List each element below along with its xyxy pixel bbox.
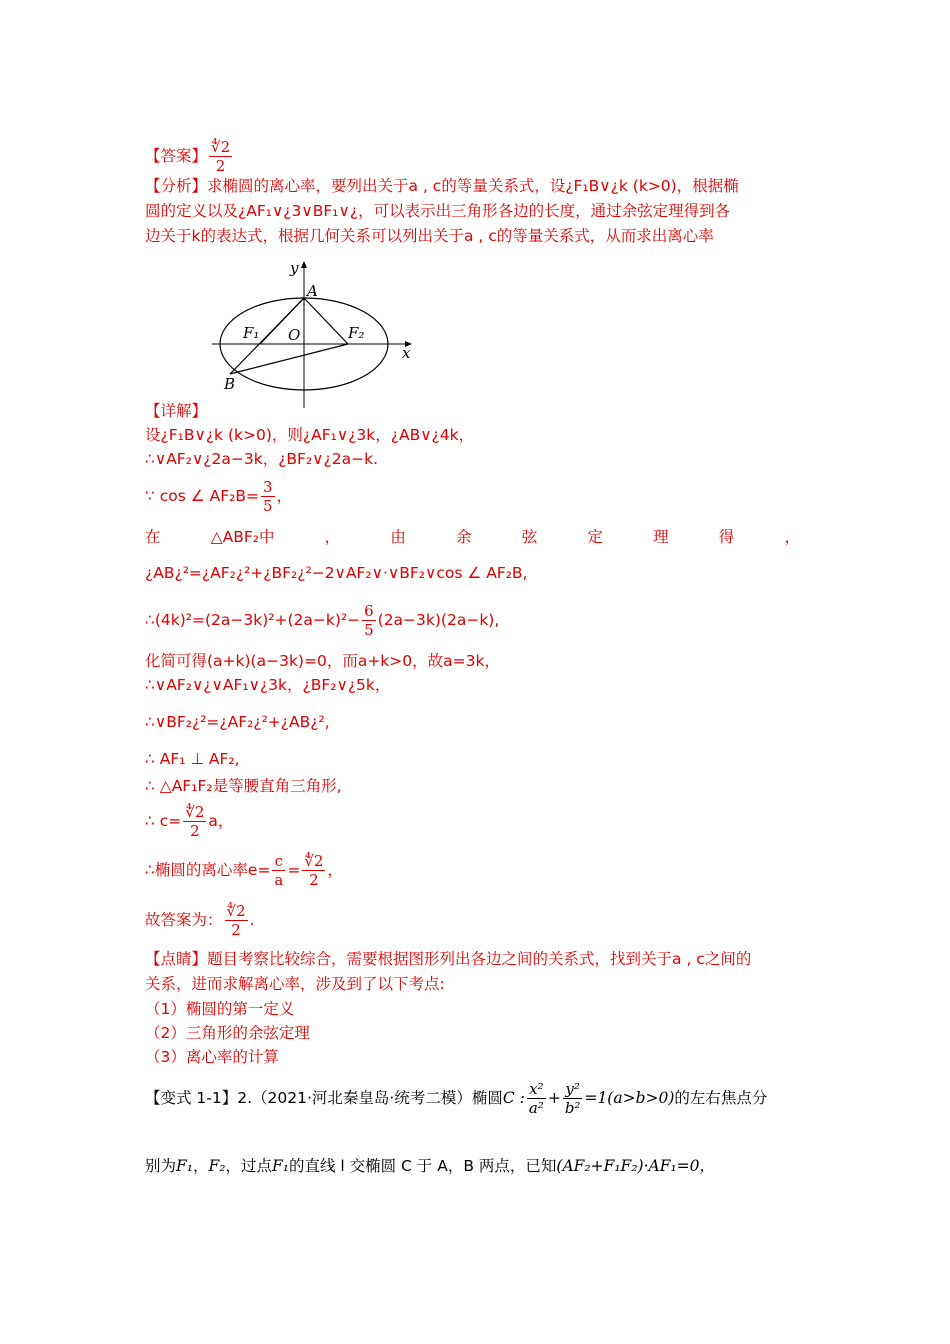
detail-step-5: ¿AB¿²=¿AF₂¿²+¿BF₂¿²−2∨AF₂∨·∨BF₂∨cos ∠ AF₂B, <box>145 564 528 582</box>
step-6-fraction <box>362 602 376 639</box>
variant-y-numerator: y² <box>563 1080 583 1099</box>
variant-intro: 【变式 1-1】2.（2021·河北秦皇岛·统考二模）椭圆 <box>145 1089 503 1107</box>
detail-step-9: ∴∨BF₂¿²=¿AF₂¿²+¿AB¿², <box>145 713 330 731</box>
variant-sep-1: ， <box>192 1157 209 1175</box>
variant-plus: + <box>547 1089 561 1107</box>
step-13-fraction-2 <box>302 852 325 889</box>
detail-step-4 <box>145 525 800 547</box>
step-4-word: 由 <box>390 528 406 546</box>
comment-item-1: （1）椭圆的第一定义 <box>145 1000 295 1018</box>
step-12-denominator: 2 <box>190 822 200 840</box>
variant-line-1-end: 的左右焦点分 <box>674 1089 768 1107</box>
step-6-pre: ∴(4k)²=(2a−3k)²+(2a−k)²− <box>145 611 361 629</box>
step-13-equals: = <box>287 861 301 879</box>
comment-text-1: 题目考察比较综合，需要根据图形列出各边之间的关系式，找到关于a , c之间的 <box>207 950 752 968</box>
answer-denominator: 2 <box>215 157 226 175</box>
variant-x-fraction <box>527 1080 546 1117</box>
step-3-post: ， <box>276 487 293 505</box>
label-y: y <box>290 259 299 277</box>
step-13-denominator-1: a <box>274 871 284 889</box>
step-4-word: 在 <box>145 528 161 546</box>
comment-item-3: （3）离心率的计算 <box>145 1048 279 1066</box>
variant-ellipse-name: C : <box>502 1089 525 1107</box>
step-3-fraction <box>261 478 275 515</box>
label-o: O <box>288 326 301 344</box>
segment-b-f2 <box>230 344 348 374</box>
step-3-pre: ∵ cos ∠ AF₂B= <box>145 487 259 505</box>
variant-line-2 <box>145 1155 715 1177</box>
detail-step-2: ∴∨AF₂∨¿2a−3k，¿BF₂∨¿2a−k. <box>145 450 379 468</box>
step-13-fraction-1 <box>272 852 285 889</box>
variant-line-2-mid: 的直线 l 交椭圆 C 于 A，B 两点，已知 <box>288 1157 557 1175</box>
label-f1: F₁ <box>243 324 260 342</box>
detail-step-14 <box>145 902 255 939</box>
answer-numerator: ∜2 <box>211 138 231 156</box>
label-x: x <box>402 344 411 362</box>
step-3-numerator: 3 <box>262 478 273 496</box>
detail-step-13 <box>145 852 343 889</box>
step-14-post: . <box>249 911 255 929</box>
step-6-numerator: 6 <box>364 602 374 620</box>
step-14-pre: 故答案为： <box>145 911 223 929</box>
variant-sep-2: ，过点 <box>225 1157 272 1175</box>
step-4-word: 得 <box>718 528 735 546</box>
variant-y-fraction <box>563 1080 583 1117</box>
answer-line <box>145 138 234 175</box>
variant-x-numerator: x² <box>527 1080 546 1099</box>
detail-step-3 <box>145 478 292 515</box>
variant-line-1 <box>145 1080 767 1117</box>
comment-tag: 【点睛】 <box>145 950 208 968</box>
step-13-post: ， <box>327 861 343 879</box>
answer-tag: 【答案】 <box>145 147 208 165</box>
step-12-numerator: ∜2 <box>185 803 205 821</box>
step-4-word: ， <box>324 528 341 546</box>
step-12-pre: ∴ c= <box>145 812 182 830</box>
step-14-denominator: 2 <box>231 921 241 939</box>
analysis-tag: 【分析】 <box>145 177 208 195</box>
step-6-denominator: 5 <box>364 621 374 639</box>
detail-step-7: 化简可得(a+k)(a−3k)=0，而a+k>0，故a=3k， <box>145 652 500 670</box>
detail-step-6 <box>145 602 499 639</box>
label-b: B <box>224 375 236 393</box>
analysis-line-1 <box>145 175 739 197</box>
analysis-line-2: 圆的定义以及¿AF₁∨¿3∨BF₁∨¿，可以表示出三角形各边的长度，通过余弦定理得到各 <box>145 202 731 220</box>
variant-line-2-pre: 别为 <box>145 1157 177 1175</box>
variant-x-denominator: a² <box>528 1099 544 1117</box>
step-13-pre: ∴椭圆的离心率e= <box>145 861 271 879</box>
comment-item-2: （2）三角形的余弦定理 <box>145 1024 310 1042</box>
variant-y-denominator: b² <box>564 1099 581 1117</box>
variant-f1-point: F₁ <box>271 1157 289 1175</box>
step-4-word: 余 <box>456 528 472 546</box>
step-14-numerator: ∜2 <box>226 902 246 920</box>
comment-line-2: 关系，进而求解离心率，涉及到了以下考点: <box>145 975 445 993</box>
step-13-numerator-2: ∜2 <box>304 852 324 870</box>
variant-f1: F₁ <box>176 1157 193 1175</box>
variant-vector-condition: (AF₂+F₁F₂)·AF₁=0， <box>556 1157 716 1175</box>
analysis-line-3: 边关于k的表达式，根据几何关系可以列出关于a , c的等量关系式，从而求出离心率 <box>145 227 714 245</box>
variant-f2: F₂ <box>208 1157 226 1175</box>
detail-step-8: ∴∨AF₂∨¿∨AF₁∨¿3k，¿BF₂∨¿5k， <box>145 676 391 694</box>
label-a: A <box>307 282 318 300</box>
step-6-post: (2a−3k)(2a−k), <box>377 611 500 629</box>
step-12-fraction <box>183 803 206 840</box>
analysis-text-1: 求椭圆的离心率，要列出关于a , c的等量关系式，设¿F₁B∨¿k (k>0)，根据椭 <box>207 177 739 195</box>
step-4-word: △ABF₂中 <box>210 528 275 546</box>
step-4-word: 定 <box>587 528 603 546</box>
step-4-word: 理 <box>653 528 669 546</box>
step-4-word: 弦 <box>521 528 538 546</box>
step-13-denominator-2: 2 <box>309 871 319 889</box>
ellipse-figure <box>210 258 420 408</box>
detail-step-1: 设¿F₁B∨¿k (k>0)，则¿AF₁∨¿3k，¿AB∨¿4k， <box>145 426 475 444</box>
comment-line-1 <box>145 948 751 970</box>
step-4-word: ， <box>784 528 800 546</box>
step-3-denominator: 5 <box>262 497 273 515</box>
segment-a-f2 <box>304 298 348 344</box>
detail-step-12 <box>145 803 233 840</box>
label-f2: F₂ <box>348 324 365 342</box>
detail-tag: 【详解】 <box>145 402 208 420</box>
detail-step-10: ∴ AF₁ ⊥ AF₂, <box>145 750 240 768</box>
step-14-fraction <box>225 902 248 939</box>
variant-condition: =1(a>b>0) <box>584 1089 675 1107</box>
step-12-post: a， <box>208 812 234 830</box>
step-13-numerator-1: c <box>272 852 285 871</box>
detail-step-11: ∴ △AF₁F₂是等腰直角三角形, <box>145 777 342 795</box>
answer-fraction <box>209 138 232 175</box>
y-axis-arrow <box>301 261 307 268</box>
